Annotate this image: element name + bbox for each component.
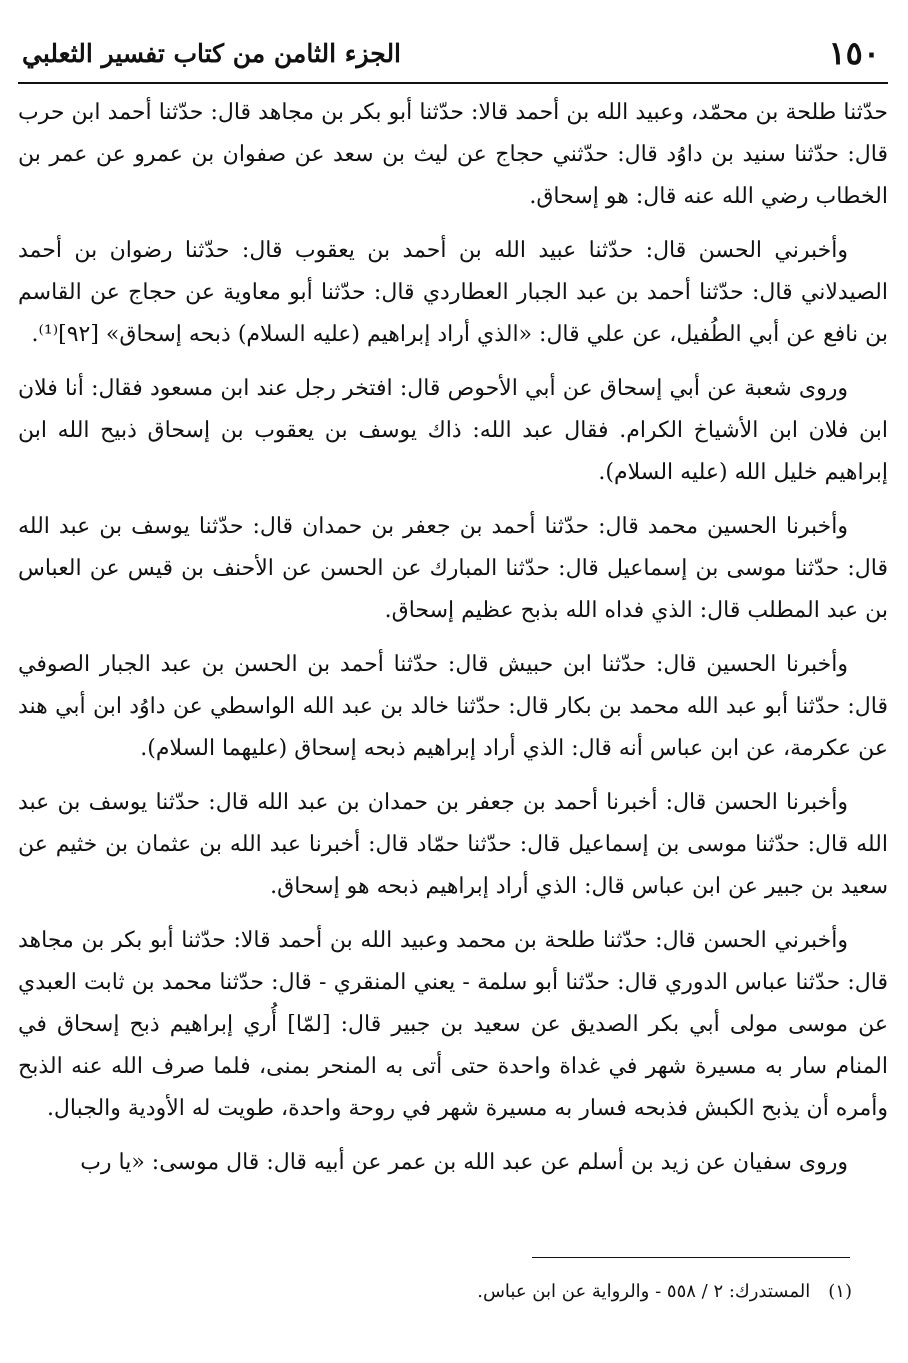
paragraph: وأخبرنا الحسين قال: حدّثنا ابن حبيش قال: حدّثنا أحمد بن الحسن بن عبد الجبار الصوفي قال: حدّثنا أبو عبد الله محمد بن بكار قال: حدّثنا خالد بن عبد الله الواسطي عن داوُد ابن أبي هند عن عكرمة، عن ابن عباس أنه قال: الذي أراد إبراهيم ذبحه إسحاق (عليهما السلام). — [18, 652, 888, 761]
footnote — [18, 1278, 852, 1306]
footnote-text: المستدرك: ٢ / ٥٥٨ - والرواية عن ابن عباس. — [477, 1281, 811, 1302]
paragraph: وروى سفيان عن زيد بن أسلم عن عبد الله بن عمر عن أبيه قال: قال موسى: «يا رب — [80, 1150, 848, 1175]
paragraph: حدّثنا طلحة بن محمّد، وعبيد الله بن أحمد قالا: حدّثنا أبو بكر بن مجاهد قال: حدّثنا أحمد ابن حرب قال: حدّثنا سنيد بن داوُد قال: حدّثني حجاج عن ليث بن سعد عن صفوان بن عمرو عن عمر بن الخطاب رضي الله عنه قال: هو إسحاق. — [18, 100, 889, 209]
footnote-number: (١) — [828, 1281, 852, 1302]
paragraph: وأخبرنا الحسين محمد قال: حدّثنا أحمد بن جعفر بن حمدان قال: حدّثنا يوسف بن عبد الله قال: حدّثنا موسى بن إسماعيل قال: حدّثنا المبارك عن الحسن عن الأحنف بن قيس عن العباس بن عبد المطلب قال: الذي فداه الله بذبح عظيم إسحاق. — [18, 514, 888, 623]
book-title: الجزء الثامن من كتاب تفسير الثعلبي — [22, 38, 402, 68]
paragraph: وأخبرنا الحسن قال: أخبرنا أحمد بن جعفر بن حمدان بن عبد الله قال: حدّثنا يوسف بن عبد الله قال: حدّثنا موسى بن إسماعيل قال: حدّثنا حمّاد قال: أخبرنا عبد الله بن عثمان بن خثيم عن سعيد بن جبير عن ابن عباس قال: الذي أراد إبراهيم ذبحه هو إسحاق. — [18, 790, 888, 899]
footnote-divider — [532, 1257, 850, 1258]
paragraph: وأخبرني الحسن قال: حدّثنا طلحة بن محمد وعبيد الله بن أحمد قالا: حدّثنا أبو بكر بن مجاهد قال: حدّثنا عباس الدوري قال: حدّثنا أبو سلمة - يعني المنقري - قال: حدّثنا محمد بن ثابت العبدي عن موسى مولى أبي بكر الصديق عن سعيد بن جبير قال: [لمّا] أُري إبراهيم ذبح إسحاق في المنام سار به مسيرة شهر في غداة واحدة حتى أتى به المنحر بمنى، فلما صرف الله عنه الذبح وأمره أن يذبح الكبش فذبحه فسار به مسيرة شهر في روحة واحدة، طويت له الأودية والجبال. — [18, 928, 888, 1121]
running-header — [18, 24, 888, 84]
page-number: ١٥٠ — [828, 34, 880, 72]
paragraph: وأخبرني الحسن قال: حدّثنا عبيد الله بن أحمد بن يعقوب قال: حدّثنا رضوان بن أحمد الصيدلاني قال: حدّثنا أحمد بن عبد الجبار العطاردي قال: حدّثنا أبو معاوية عن حجاج عن القاسم بن نافع عن أبي الطُفيل، عن علي قال: «الذي أراد إبراهيم (عليه السلام) ذبحه إسحاق» [٩٢]⁽¹⁾. — [18, 238, 888, 347]
paragraph: وروى شعبة عن أبي إسحاق عن أبي الأحوص قال: افتخر رجل عند ابن مسعود فقال: أنا فلان ابن فلان ابن الأشياخ الكرام. فقال عبد الله: ذاك يوسف بن يعقوب بن إسحاق ذبيح الله ابن إبراهيم خليل الله (عليه السلام). — [18, 376, 888, 485]
main-text — [18, 92, 888, 1196]
